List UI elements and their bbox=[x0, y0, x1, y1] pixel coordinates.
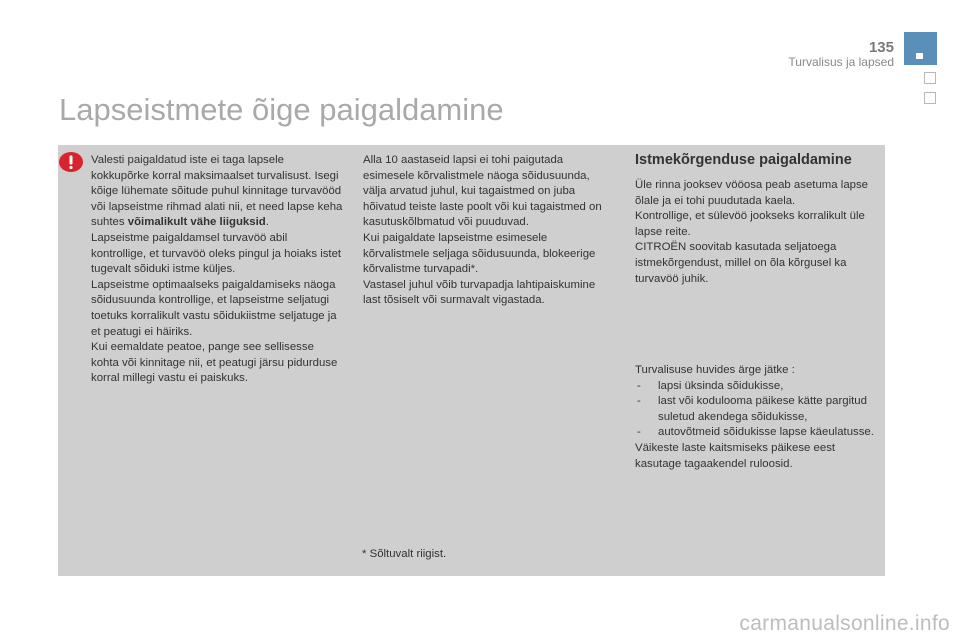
warning-icon bbox=[59, 152, 83, 172]
page-number: 135 bbox=[868, 39, 894, 56]
paragraph: Üle rinna jooksev vööosa peab asetuma lapse õlale ja ei tohi puudutada kaela. bbox=[635, 179, 869, 207]
chapter-tab[interactable] bbox=[924, 72, 936, 84]
footnote: * Sõltuvalt riigist. bbox=[362, 548, 447, 560]
paragraph: Kui paigaldate lapseistme esimesele kõrvalistmele seljaga sõidusuunda, blokeerige kõrvalistme turvapadi*. bbox=[363, 231, 596, 276]
page-title: Lapseistmete õige paigaldamine bbox=[59, 92, 504, 127]
intro-paragraph bbox=[91, 153, 343, 231]
left-column bbox=[91, 153, 343, 387]
paragraph: Alla 10 aastaseid lapsi ei tohi paigutada esimesele kõrvalistmele näoga sõidusuunda, välja arvatud juhul, kui tagaistmed on juba hõivatud teiste laste poolt või kui tagaistmed on kasutuskõlbmatud või puuduvad. bbox=[363, 154, 602, 229]
list-item: - autovõtmeid sõidukisse lapse käeulatusse. bbox=[635, 425, 880, 441]
paragraph: Vastasel juhul võib turvapadja lahtipaiskumine last tõsiselt või surmavalt vigastada. bbox=[363, 278, 596, 307]
paragraph: Lapseistme paigaldamsel turvavöö abil kontrollige, et turvavöö oleks pingul ja hoiaks istet tugevalt sõiduki istme küljes. bbox=[91, 231, 342, 276]
right-column bbox=[635, 152, 880, 287]
safety-tips bbox=[635, 363, 880, 472]
middle-column bbox=[363, 153, 613, 309]
intro-text-end: . bbox=[265, 216, 269, 229]
watermark: carmanualsonline.info bbox=[739, 612, 950, 635]
paragraph: Kui eemaldate peatoe, pange see sellisesse kohta või kinnitage nii, et peatugi järsu pidurduse korral millegi vastu ei paiskuks. bbox=[91, 341, 338, 385]
intro-text: Valesti paigaldatud iste ei taga lapsele kokkupõrke korral maksimaalset turvalisust. Isegi kõige lühemate sõitude puhul kinnitage turvavööd või lapseistme rihmad alati nii, et need lapse keha suhtes bbox=[91, 154, 343, 229]
square-icon bbox=[916, 53, 923, 59]
safety-tips-outro: Väikeste laste kaitsmiseks päikese eest kasutage tagaakendel ruloosid. bbox=[635, 441, 836, 470]
paragraph: CITROËN soovitab kasutada seljatoega istmekõrgendust, millel on õla kõrgusel ka turvavöö juhik. bbox=[635, 241, 847, 285]
safety-tips-intro: Turvalisuse huvides ärge jätke : bbox=[635, 364, 795, 376]
section-title: Istmekõrgenduse paigaldamine bbox=[635, 152, 852, 168]
paragraph: Kontrollige, et sülevöö jookseks korralikult üle lapse reite. bbox=[635, 210, 865, 238]
paragraph: Lapseistme optimaalseks paigaldamiseks näoga sõidusuunda kontrollige, et lapseistme seljatugi toetuks korralikult vastu sõidukiistme seljatuge ja et peatugi ei häiriks. bbox=[91, 278, 337, 338]
chapter-tab-active[interactable] bbox=[904, 32, 937, 65]
list-item: - last või kodulooma päikese kätte pargitud suletud akendega sõidukisse, bbox=[635, 394, 880, 425]
chapter-tab[interactable] bbox=[924, 92, 936, 104]
list-item: - lapsi üksinda sõidukisse, bbox=[635, 379, 880, 395]
emphasis-text: võimalikult vähe liiguksid bbox=[127, 216, 266, 229]
safety-tips-list bbox=[635, 379, 880, 441]
section-label: Turvalisus ja lapsed bbox=[788, 55, 894, 69]
